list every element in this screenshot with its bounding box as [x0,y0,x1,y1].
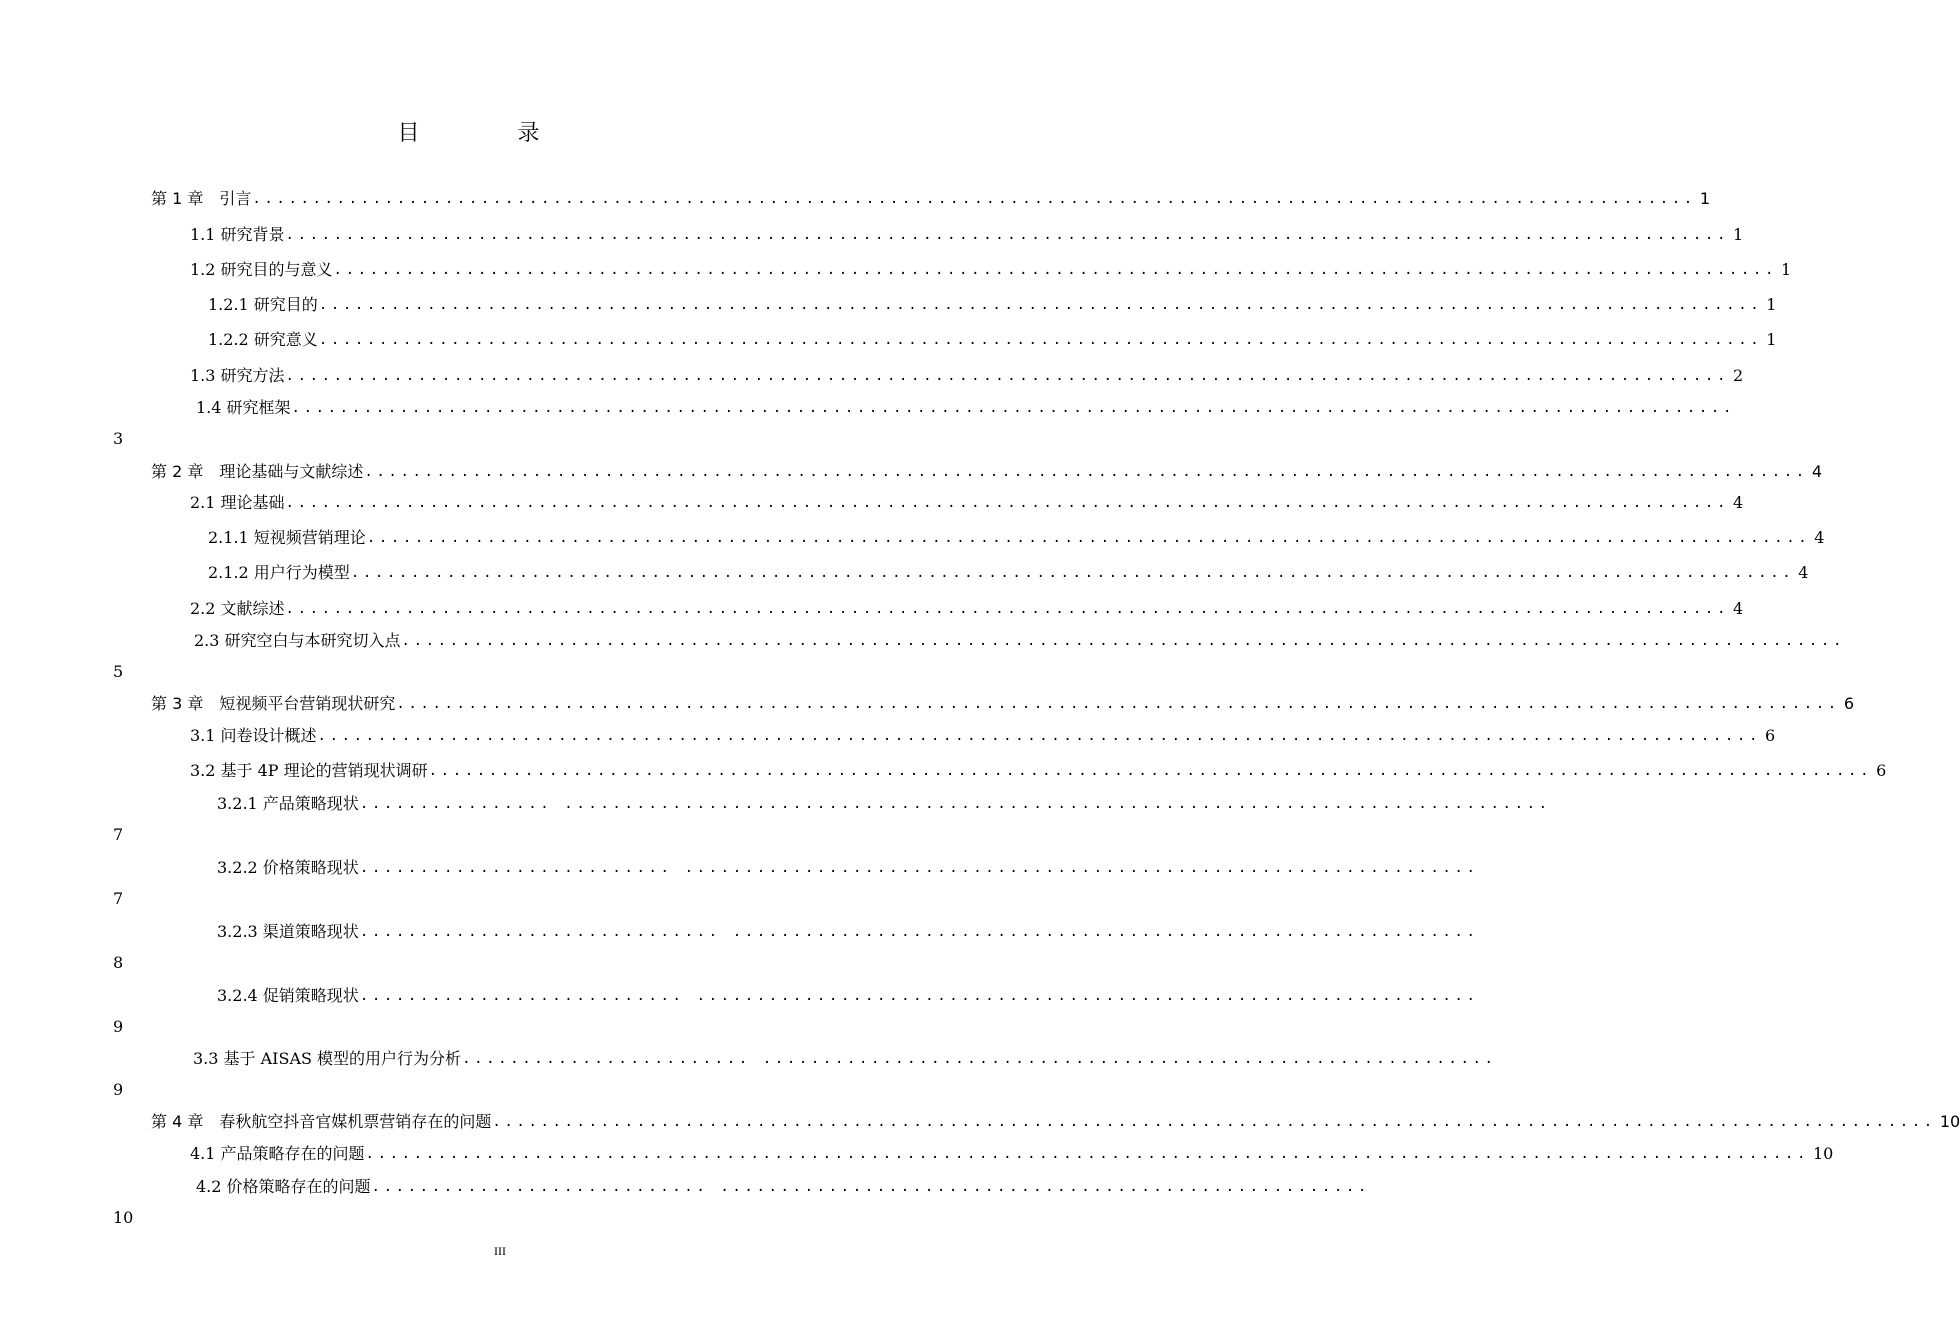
toc-leader-dots: ........................................................................................................................ [291,400,1735,416]
toc-entry-page: 10 [1813,1144,1834,1163]
toc-entry-label: 4.1 产品策略存在的问题 [190,1144,365,1163]
toc-entry-page-wrapped: 8 [113,953,124,972]
toc-entry-label: 1.2.2 研究意义 [208,330,318,349]
toc-entry-page: 4 [1811,462,1822,481]
toc-entry-label: 1.3 研究方法 [190,366,285,385]
toc-entry-1-3[interactable] [190,363,1744,387]
toc-entry-2-1[interactable] [190,490,1744,514]
toc-leader-dots: ........................................................................................................................ [285,368,1729,384]
toc-entry-page: 6 [1876,761,1887,780]
toc-leader-dots: ........................................................................................................................ [285,601,1729,617]
toc-entry-1-2[interactable] [190,257,1792,281]
toc-entry-3-2-4[interactable] [217,983,1479,1007]
toc-entry-page-wrapped: 7 [113,889,124,908]
toc-entry-page-wrapped: 7 [113,825,124,844]
toc-entry-1-1[interactable] [190,222,1744,246]
toc-entry-label: 1.4 研究框架 [196,398,291,417]
toc-entry-page: 6 [1843,694,1854,713]
toc-leader-dots: .......................... .................................................................. [359,860,1479,876]
toc-leader-dots: ........................................................................................................................ [318,332,1763,348]
toc-entry-label: 1.2 研究目的与意义 [190,260,333,279]
toc-leader-dots: ........................................................................................................................ [492,1114,1936,1130]
toc-entry-page: 4 [1733,493,1744,512]
toc-entry-ch2[interactable] [151,459,1822,483]
toc-entry-page: 2 [1733,366,1744,385]
toc-entry-4-1[interactable] [190,1141,1834,1165]
toc-entry-page-wrapped: 9 [113,1080,124,1099]
toc-leader-dots: ........................ ............................................................. [462,1051,1497,1067]
toc-entry-page: 1 [1766,295,1777,314]
toc-leader-dots: ................ .................................................................................. [359,796,1551,812]
toc-entry-1-2-1[interactable] [208,292,1777,316]
toc-leader-dots: ........................................................................................................................ [350,565,1795,581]
toc-entry-label: 第 3 章 短视频平台营销现状研究 [151,694,396,713]
toc-entry-page: 1 [1733,225,1744,244]
toc-leader-dots: ........................................................................................................................ [252,191,1696,207]
toc-entry-label: 2.1 理论基础 [190,493,285,512]
toc-entry-3-2-3[interactable] [217,919,1479,943]
toc-entry-4-2[interactable] [196,1174,1370,1198]
toc-entry-ch3[interactable] [151,691,1854,715]
toc-entry-label: 3.1 问卷设计概述 [190,726,317,745]
toc-entry-label: 3.2.3 渠道策略现状 [217,922,359,941]
toc-entry-label: 1.2.1 研究目的 [208,295,318,314]
toc-leader-dots: ........................... ................................................................. [359,988,1479,1004]
toc-entry-label: 3.2.2 价格策略现状 [217,858,359,877]
toc-entry-page-wrapped: 3 [113,429,124,448]
toc-entry-page-wrapped: 5 [113,662,124,681]
toc-entry-page-wrapped: 10 [113,1208,134,1227]
toc-leader-dots: ........................................................................................................................ [401,633,1845,649]
toc-leader-dots: ........................................................................................................................ [285,495,1729,511]
toc-leader-dots: ........................................................................................................................ [317,728,1761,744]
toc-leader-dots: ........................................................................................................................ [285,227,1729,243]
toc-entry-label: 第 4 章 春秋航空抖音官媒机票营销存在的问题 [151,1112,492,1131]
toc-entry-page-wrapped: 9 [113,1017,124,1036]
toc-entry-page: 1 [1781,260,1792,279]
toc-entry-3-2-1[interactable] [217,791,1551,815]
toc-entry-label: 2.3 研究空白与本研究切入点 [194,631,401,650]
toc-entry-ch4[interactable] [151,1109,1960,1133]
toc-entry-page: 4 [1798,563,1809,582]
toc-leader-dots: ........................................................................................................................ [364,464,1808,480]
toc-entry-page: 4 [1814,528,1825,547]
toc-leader-dots: ........................................................................................................................ [396,696,1840,712]
toc-entry-label: 2.1.2 用户行为模型 [208,563,350,582]
toc-leader-dots: .............................. .............................................................. [359,924,1479,940]
toc-entry-3-2-2[interactable] [217,855,1479,879]
toc-entry-page: 10 [1939,1112,1960,1131]
toc-entry-label: 2.2 文献综述 [190,599,285,618]
toc-entry-2-3[interactable] [194,628,1845,652]
toc-entry-label: 3.2.4 促销策略现状 [217,986,359,1005]
toc-entry-2-1-1[interactable] [208,525,1825,549]
toc-entry-label: 3.3 基于 AISAS 模型的用户行为分析 [193,1049,462,1068]
toc-entry-3-2[interactable] [190,758,1887,782]
toc-leader-dots: ........................................................................................................................ [333,262,1777,278]
toc-entry-ch1[interactable] [151,186,1710,210]
toc-entry-label: 第 2 章 理论基础与文献综述 [151,462,364,481]
toc-entry-page: 4 [1733,599,1744,618]
toc-entry-page: 1 [1699,189,1710,208]
toc-entry-3-3[interactable] [193,1046,1497,1070]
toc-entry-label: 第 1 章 引言 [151,189,252,208]
toc-entry-1-4[interactable] [196,395,1735,419]
toc-leader-dots: ........................................................................................................................ [318,297,1763,313]
toc-entry-1-2-2[interactable] [208,327,1777,351]
toc-entry-label: 3.2 基于 4P 理论的营销现状调研 [190,761,428,780]
toc-entry-label: 3.2.1 产品策略现状 [217,794,359,813]
page-number-footer: III [494,1244,506,1258]
toc-entry-label: 1.1 研究背景 [190,225,285,244]
toc-entry-2-2[interactable] [190,596,1744,620]
toc-entry-3-1[interactable] [190,723,1776,747]
toc-leader-dots: ............................ ...................................................... [371,1179,1370,1195]
toc-leader-dots: ........................................................................................................................ [366,530,1811,546]
toc-leader-dots: ........................................................................................................................ [365,1146,1809,1162]
page-title: 目 录 [397,121,578,146]
toc-leader-dots: ........................................................................................................................ [428,763,1873,779]
toc-entry-label: 4.2 价格策略存在的问题 [196,1177,371,1196]
toc-entry-label: 2.1.1 短视频营销理论 [208,528,366,547]
toc-entry-page: 1 [1766,330,1777,349]
toc-entry-2-1-2[interactable] [208,560,1809,584]
toc-entry-page: 6 [1765,726,1776,745]
